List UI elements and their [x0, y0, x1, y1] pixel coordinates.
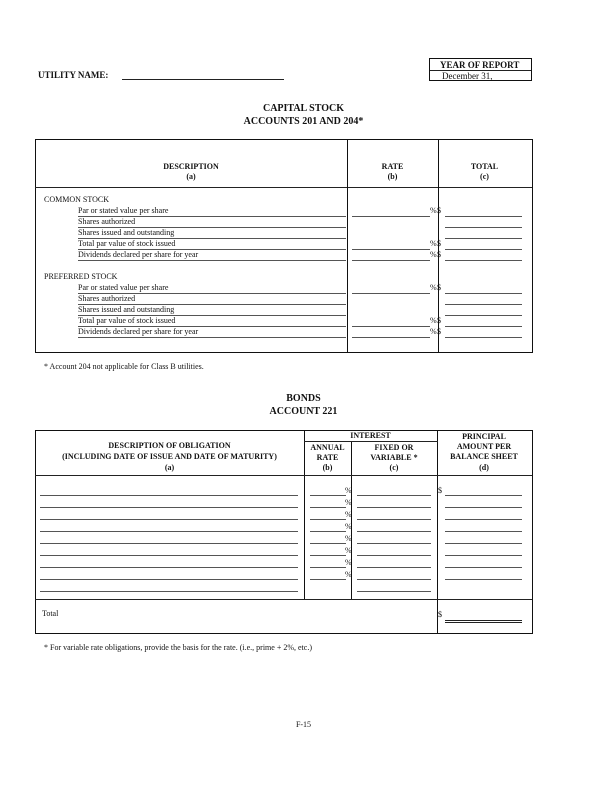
- preferred-total-par-total-field[interactable]: [445, 326, 522, 327]
- bond-fixed-variable-field[interactable]: [357, 579, 431, 580]
- dollar-symbol: $: [437, 283, 441, 292]
- common-par-total-field[interactable]: [445, 216, 522, 217]
- bonds-col-fixed-letter: (c): [389, 463, 399, 472]
- bonds-col-principal: PRINCIPAL: [462, 432, 506, 441]
- preferred-dividends-rate-field[interactable]: [352, 337, 430, 338]
- cs-col-rate: RATE: [381, 162, 404, 171]
- capital-stock-title: CAPITAL STOCK: [262, 103, 345, 114]
- percent-symbol: %: [430, 316, 437, 325]
- bonds-title: BONDS: [286, 393, 321, 404]
- bond-fixed-variable-field[interactable]: [357, 495, 431, 496]
- bond-principal-field[interactable]: [445, 567, 522, 568]
- bonds-col-description-sub: (INCLUDING DATE OF ISSUE AND DATE OF MATURITY): [62, 452, 277, 461]
- cs-col-total: TOTAL: [470, 162, 499, 171]
- bonds-col-description: DESCRIPTION OF OBLIGATION: [108, 441, 231, 450]
- bond-principal-field[interactable]: [445, 519, 522, 520]
- bond-fixed-variable-field[interactable]: [357, 507, 431, 508]
- page-number: F-15: [295, 720, 312, 729]
- capital-stock-footnote: * Account 204 not applicable for Class B utilities.: [44, 362, 204, 371]
- utility-name-field[interactable]: [122, 79, 284, 80]
- common-par-value-label: Par or stated value per share: [78, 206, 169, 215]
- preferred-par-value-label: Par or stated value per share: [78, 283, 169, 292]
- bond-fixed-variable-field[interactable]: [357, 519, 431, 520]
- common-authorized-total-field[interactable]: [445, 227, 522, 228]
- preferred-par-rate-field[interactable]: [352, 293, 430, 294]
- dollar-symbol: $: [438, 610, 442, 619]
- bonds-col-principal-letter: (d): [479, 463, 489, 472]
- common-issued-total-field[interactable]: [445, 238, 522, 239]
- bond-description-field[interactable]: [40, 555, 298, 556]
- bond-fixed-variable-field[interactable]: [357, 591, 431, 592]
- capital-stock-subtitle: ACCOUNTS 201 AND 204*: [243, 116, 364, 127]
- bond-rate-field[interactable]: [310, 555, 346, 556]
- common-row-line: [78, 260, 346, 261]
- common-dividends-label: Dividends declared per share for year: [78, 250, 199, 259]
- percent-symbol: %: [345, 498, 352, 507]
- bonds-footnote: * For variable rate obligations, provide the basis for the rate. (i.e., prime + 2%, etc.): [44, 643, 312, 652]
- percent-symbol: %: [430, 327, 437, 336]
- bonds-col-balance-sheet: BALANCE SHEET: [450, 452, 518, 461]
- bonds-col-annual-letter: (b): [322, 463, 333, 472]
- bond-principal-field[interactable]: [445, 543, 522, 544]
- bond-description-field[interactable]: [40, 579, 298, 580]
- common-stock-heading: COMMON STOCK: [44, 195, 109, 204]
- percent-symbol: %: [345, 558, 352, 567]
- bond-description-field[interactable]: [40, 507, 298, 508]
- bond-principal-field[interactable]: [445, 495, 522, 496]
- bonds-total-divider: [35, 599, 532, 600]
- preferred-dividends-total-field[interactable]: [445, 337, 522, 338]
- common-total-par-rate-field[interactable]: [352, 249, 430, 250]
- dollar-symbol: $: [437, 327, 441, 336]
- bonds-col-amount-per: AMOUNT PER: [456, 442, 512, 451]
- common-dividends-total-field[interactable]: [445, 260, 522, 261]
- bond-description-field[interactable]: [40, 519, 298, 520]
- bond-description-field[interactable]: [40, 591, 298, 592]
- bond-principal-field[interactable]: [445, 579, 522, 580]
- dollar-symbol: $: [437, 239, 441, 248]
- bond-fixed-variable-field[interactable]: [357, 567, 431, 568]
- bond-rate-field[interactable]: [310, 531, 346, 532]
- preferred-total-par-rate-field[interactable]: [352, 326, 430, 327]
- percent-symbol: %: [430, 283, 437, 292]
- cs-col-total-letter: (c): [480, 172, 489, 181]
- percent-symbol: %: [345, 486, 352, 495]
- cs-col-description: DESCRIPTION: [163, 162, 219, 171]
- bond-rate-field[interactable]: [310, 543, 346, 544]
- bond-principal-field[interactable]: [445, 531, 522, 532]
- preferred-dividends-label: Dividends declared per share for year: [78, 327, 199, 336]
- bond-fixed-variable-field[interactable]: [357, 543, 431, 544]
- year-of-report-box: [429, 58, 532, 81]
- utility-name-label: UTILITY NAME:: [38, 70, 109, 80]
- preferred-par-total-field[interactable]: [445, 293, 522, 294]
- interest-header: INTEREST: [350, 431, 391, 440]
- preferred-shares-issued-label: Shares issued and outstanding: [78, 305, 175, 314]
- bonds-col-annual-rate: RATE: [316, 453, 339, 462]
- bond-rate-field[interactable]: [310, 579, 346, 580]
- capital-stock-header-divider: [35, 187, 532, 188]
- percent-symbol: %: [430, 239, 437, 248]
- common-total-par-label: Total par value of stock issued: [78, 239, 176, 248]
- bond-rate-field[interactable]: [310, 507, 346, 508]
- dollar-symbol: $: [437, 206, 441, 215]
- bonds-col-fixed: FIXED OR: [374, 443, 414, 452]
- dollar-symbol: $: [438, 486, 442, 495]
- preferred-authorized-total-field[interactable]: [445, 304, 522, 305]
- bonds-col-variable: VARIABLE *: [370, 453, 418, 462]
- preferred-row-line: [78, 337, 346, 338]
- cs-col-description-letter: (a): [186, 172, 196, 181]
- cs-col-rate-letter: (b): [387, 172, 398, 181]
- preferred-stock-heading: PREFERRED STOCK: [44, 272, 118, 281]
- bonds-col-annual: ANNUAL: [310, 443, 345, 452]
- dollar-symbol: $: [437, 250, 441, 259]
- year-box-date: December 31,: [442, 71, 493, 81]
- preferred-shares-authorized-label: Shares authorized: [78, 294, 136, 303]
- bond-principal-field[interactable]: [445, 555, 522, 556]
- percent-symbol: %: [345, 570, 352, 579]
- bond-rate-field[interactable]: [310, 567, 346, 568]
- preferred-issued-total-field[interactable]: [445, 315, 522, 316]
- bond-description-field[interactable]: [40, 567, 298, 568]
- bonds-header-divider: [35, 475, 532, 476]
- percent-symbol: %: [430, 206, 437, 215]
- bonds-total-double-underline: [445, 622, 522, 623]
- percent-symbol: %: [345, 546, 352, 555]
- bond-description-field[interactable]: [40, 495, 298, 496]
- bonds-subtitle: ACCOUNT 221: [269, 406, 338, 417]
- bond-description-field[interactable]: [40, 531, 298, 532]
- bonds-total-field[interactable]: [445, 620, 522, 621]
- percent-symbol: %: [345, 510, 352, 519]
- dollar-symbol: $: [437, 316, 441, 325]
- bond-principal-field[interactable]: [445, 507, 522, 508]
- percent-symbol: %: [345, 522, 352, 531]
- year-box-title: YEAR OF REPORT: [440, 60, 520, 70]
- common-shares-issued-label: Shares issued and outstanding: [78, 228, 175, 237]
- bonds-col-description-letter: (a): [164, 463, 175, 472]
- bond-description-field[interactable]: [40, 543, 298, 544]
- common-dividends-rate-field[interactable]: [352, 260, 430, 261]
- common-shares-authorized-label: Shares authorized: [78, 217, 136, 226]
- bonds-total-label: Total: [42, 609, 59, 618]
- percent-symbol: %: [345, 534, 352, 543]
- bond-fixed-variable-field[interactable]: [357, 555, 431, 556]
- preferred-total-par-label: Total par value of stock issued: [78, 316, 176, 325]
- bond-rate-field[interactable]: [310, 519, 346, 520]
- common-par-rate-field[interactable]: [352, 216, 430, 217]
- common-total-par-total-field[interactable]: [445, 249, 522, 250]
- interest-underline: [304, 441, 438, 442]
- bond-rate-field[interactable]: [310, 495, 346, 496]
- percent-symbol: %: [430, 250, 437, 259]
- bond-fixed-variable-field[interactable]: [357, 531, 431, 532]
